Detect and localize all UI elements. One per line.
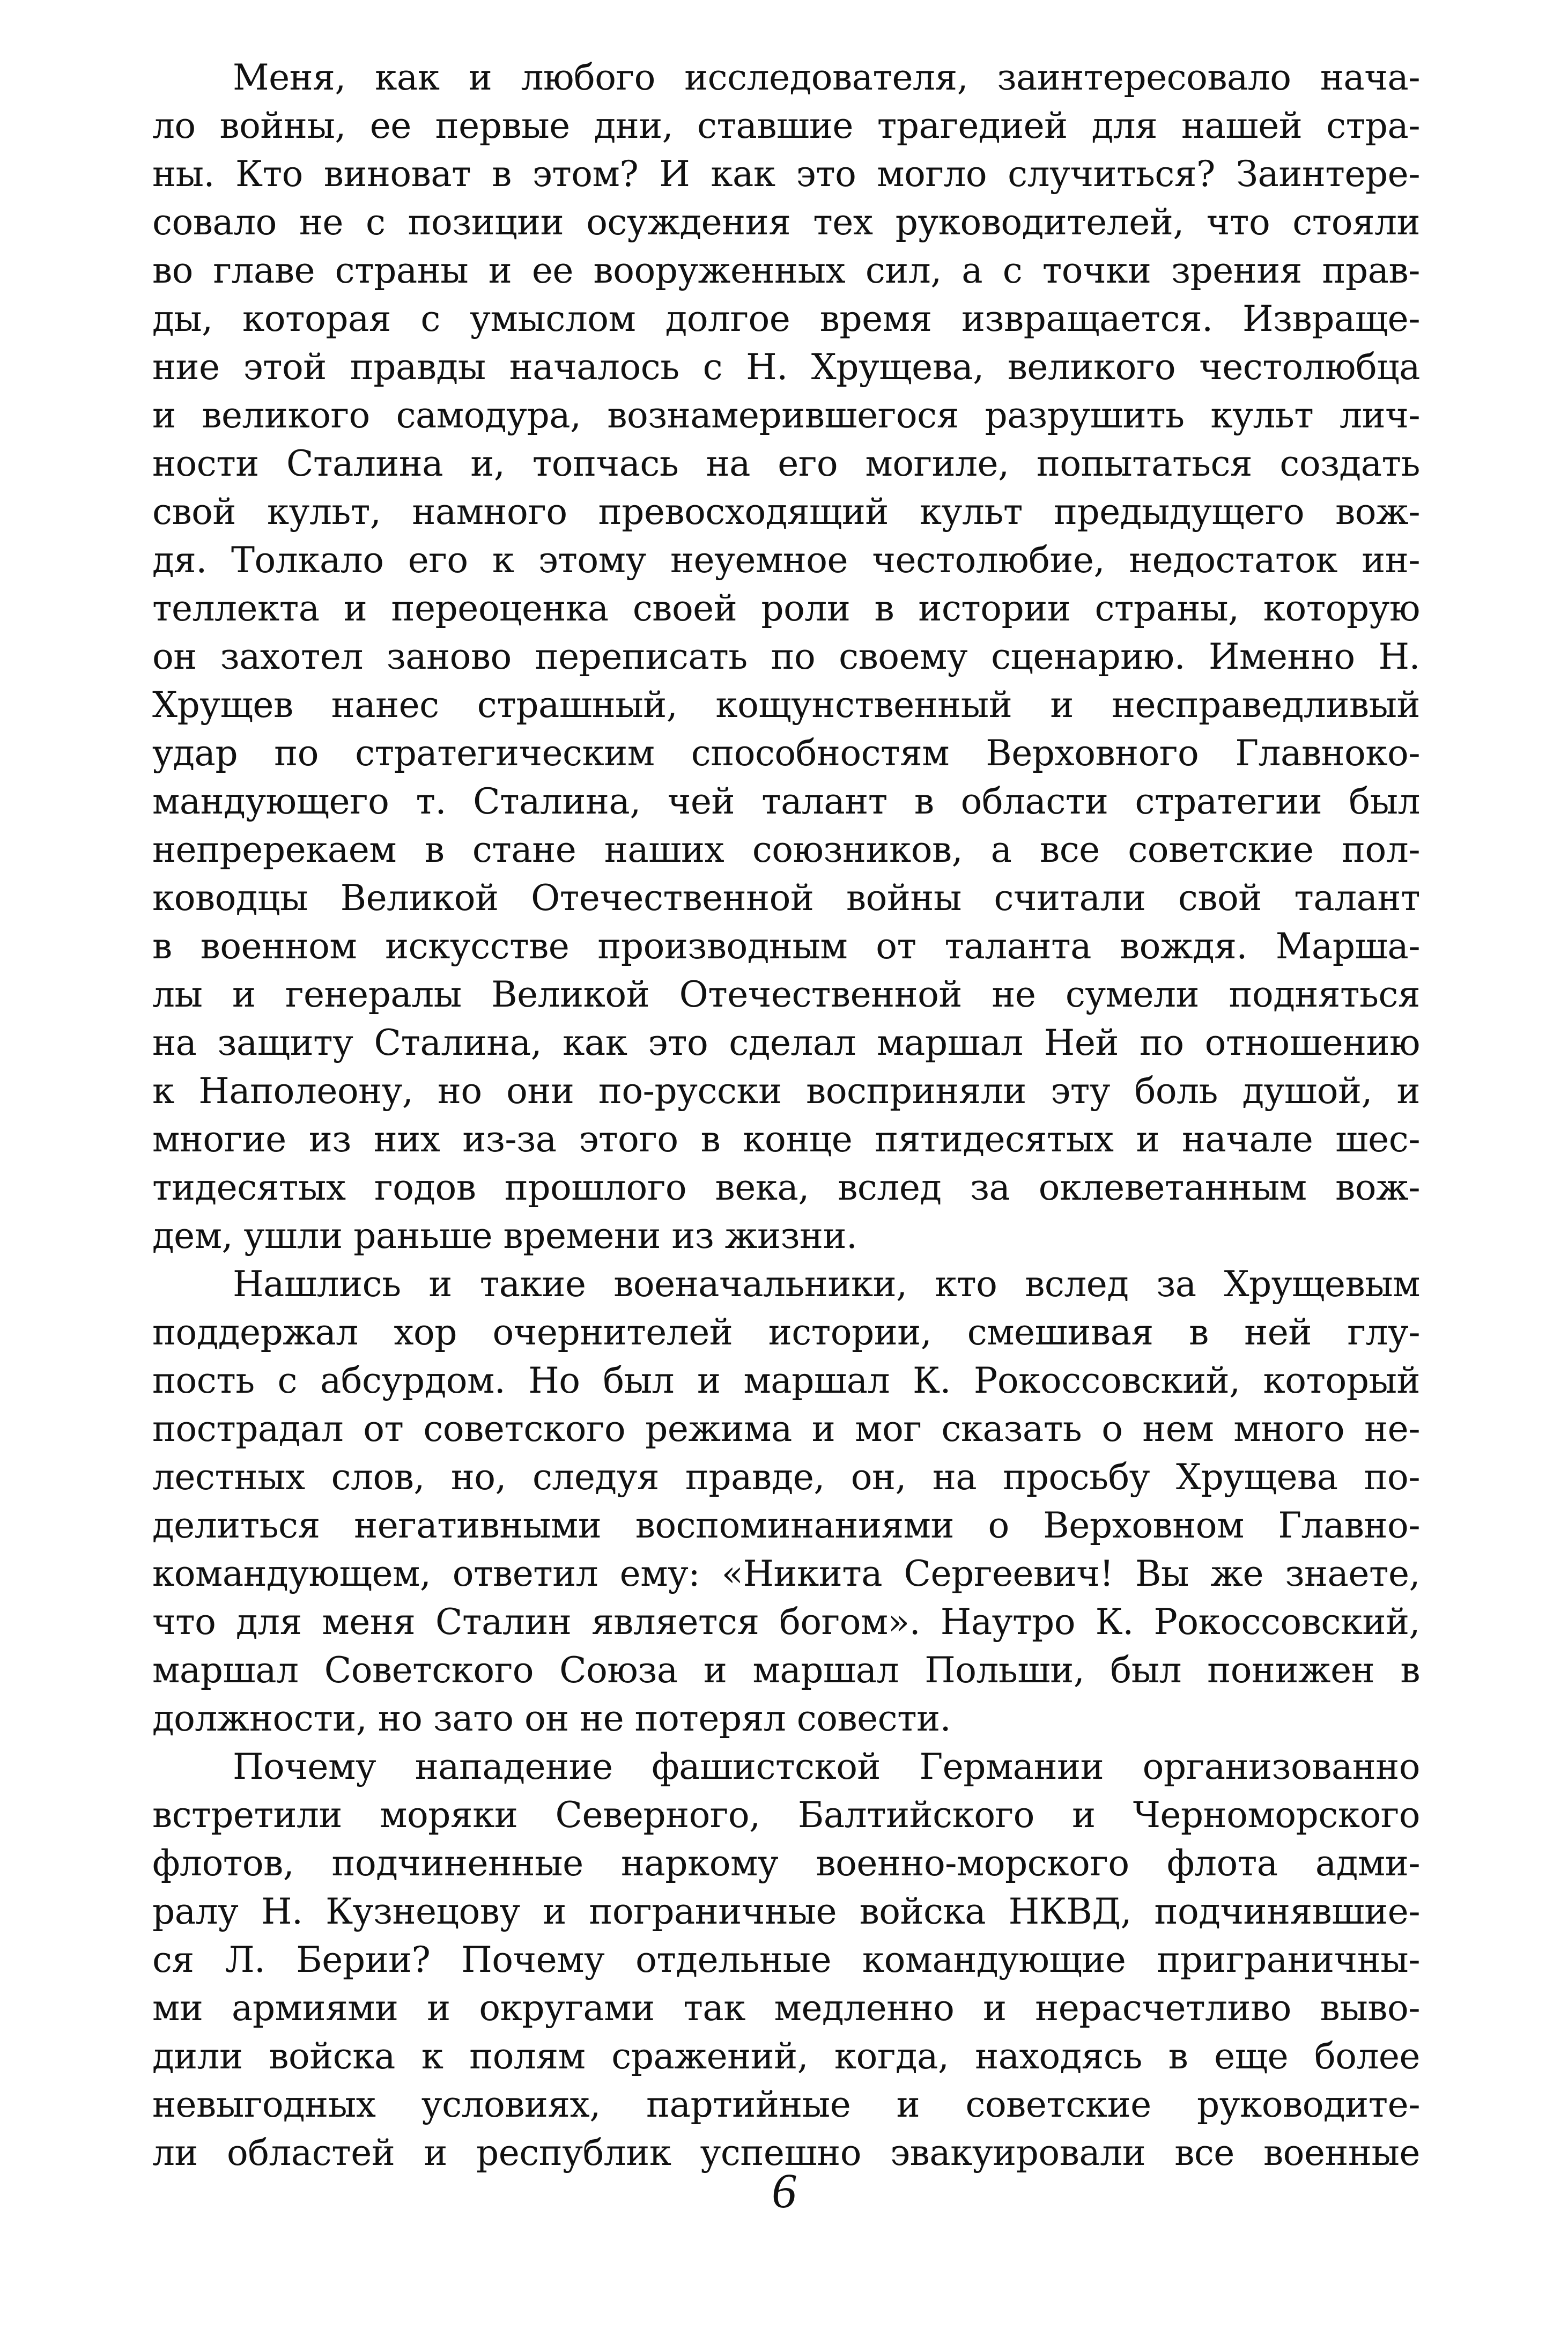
- text-line: мандующего т. Сталина, чей талант в области стратегии был: [152, 781, 1420, 822]
- text-line: на защиту Сталина, как это сделал маршал Ней по отношению: [152, 1022, 1420, 1063]
- text-line: совало не с позиции осуждения тех руководителей, что стояли: [152, 202, 1420, 243]
- text-line: непререкаем в стане наших союзников, а все советские пол-: [152, 829, 1420, 870]
- text-line: флотов, подчиненные наркому военно-морского флота адми-: [152, 1843, 1420, 1884]
- text-line: лестных слов, но, следуя правде, он, на просьбу Хрущева по-: [152, 1457, 1420, 1498]
- text-line: командующем, ответил ему: «Никита Сергеевич! Вы же знаете,: [152, 1553, 1420, 1594]
- text-line: пость с абсурдом. Но был и маршал К. Рокоссовский, который: [152, 1360, 1420, 1401]
- text-line: должности, но зато он не потерял совести.: [152, 1698, 951, 1739]
- text-line: свой культ, намного превосходящий культ предыдущего вож-: [152, 491, 1420, 533]
- text-line: он захотел заново переписать по своему сценарию. Именно Н.: [152, 636, 1420, 677]
- text-line: ности Сталина и, топчась на его могиле, попытаться создать: [152, 443, 1420, 484]
- text-line: теллекта и переоценка своей роли в истории страны, которую: [152, 588, 1420, 629]
- paragraph: [152, 1743, 1420, 2177]
- text-line: ководцы Великой Отечественной войны считали свой талант: [152, 877, 1420, 919]
- text-line: поддержал хор очернителей истории, смешивая в ней глу-: [152, 1312, 1420, 1353]
- text-line: дили войска к полям сражений, когда, находясь в еще более: [152, 2036, 1420, 2077]
- text-line: невыгодных условиях, партийные и советские руководите-: [152, 2084, 1420, 2125]
- text-line: маршал Советского Союза и маршал Польши, был понижен в: [152, 1650, 1420, 1691]
- text-line: Почему нападение фашистской Германии организованно: [233, 1746, 1420, 1787]
- text-line: в военном искусстве производным от таланта вождя. Марша-: [152, 926, 1420, 967]
- text-line: дя. Толкало его к этому неуемное честолюбие, недостаток ин-: [152, 539, 1420, 581]
- paragraph: [152, 1260, 1420, 1743]
- paragraph: [152, 54, 1420, 1260]
- text-line: многие из них из-за этого в конце пятидесятых и начале шес-: [152, 1119, 1420, 1160]
- text-line: ло войны, ее первые дни, ставшие трагедией для нашей стра-: [152, 105, 1420, 146]
- text-line: Меня, как и любого исследователя, заинтересовало нача-: [233, 57, 1420, 98]
- text-line: ся Л. Берии? Почему отдельные командующие приграничны-: [152, 1939, 1420, 1980]
- text-line: во главе страны и ее вооруженных сил, а с точки зрения прав-: [152, 250, 1420, 291]
- text-line: ми армиями и округами так медленно и нерасчетливо выво-: [152, 1987, 1420, 2029]
- text-line: дем, ушли раньше времени из жизни.: [152, 1215, 857, 1256]
- text-line: встретили моряки Северного, Балтийского и Черноморского: [152, 1794, 1420, 1836]
- text-line: ды, которая с умыслом долгое время извращается. Извраще-: [152, 298, 1420, 339]
- text-line: Нашлись и такие военачальники, кто вслед за Хрущевым: [233, 1263, 1420, 1305]
- page-body: [152, 54, 1420, 2177]
- text-line: и великого самодура, вознамерившегося разрушить культ лич-: [152, 395, 1420, 436]
- text-line: ние этой правды началось с Н. Хрущева, великого честолюбца: [152, 346, 1420, 388]
- page-number: 6: [772, 2163, 796, 2218]
- text-line: ралу Н. Кузнецову и пограничные войска НКВД, подчинявшие-: [152, 1891, 1420, 1932]
- text-line: что для меня Сталин является богом». Наутро К. Рокоссовский,: [152, 1601, 1420, 1643]
- text-line: делиться негативными воспоминаниями о Верховном Главно-: [152, 1505, 1420, 1546]
- text-line: лы и генералы Великой Отечественной не сумели подняться: [152, 974, 1420, 1015]
- text-line: Хрущев нанес страшный, кощунственный и несправедливый: [152, 684, 1420, 726]
- text-line: к Наполеону, но они по-русски восприняли эту боль душой, и: [152, 1070, 1420, 1112]
- text-line: ли областей и республик успешно эвакуировали все военные: [152, 2132, 1420, 2174]
- text-line: ны. Кто виноват в этом? И как это могло случиться? Заинтере-: [152, 153, 1420, 195]
- text-line: пострадал от советского режима и мог сказать о нем много не-: [152, 1408, 1420, 1450]
- text-line: тидесятых годов прошлого века, вслед за оклеветанным вож-: [152, 1167, 1420, 1208]
- text-line: удар по стратегическим способностям Верховного Главноко-: [152, 733, 1420, 774]
